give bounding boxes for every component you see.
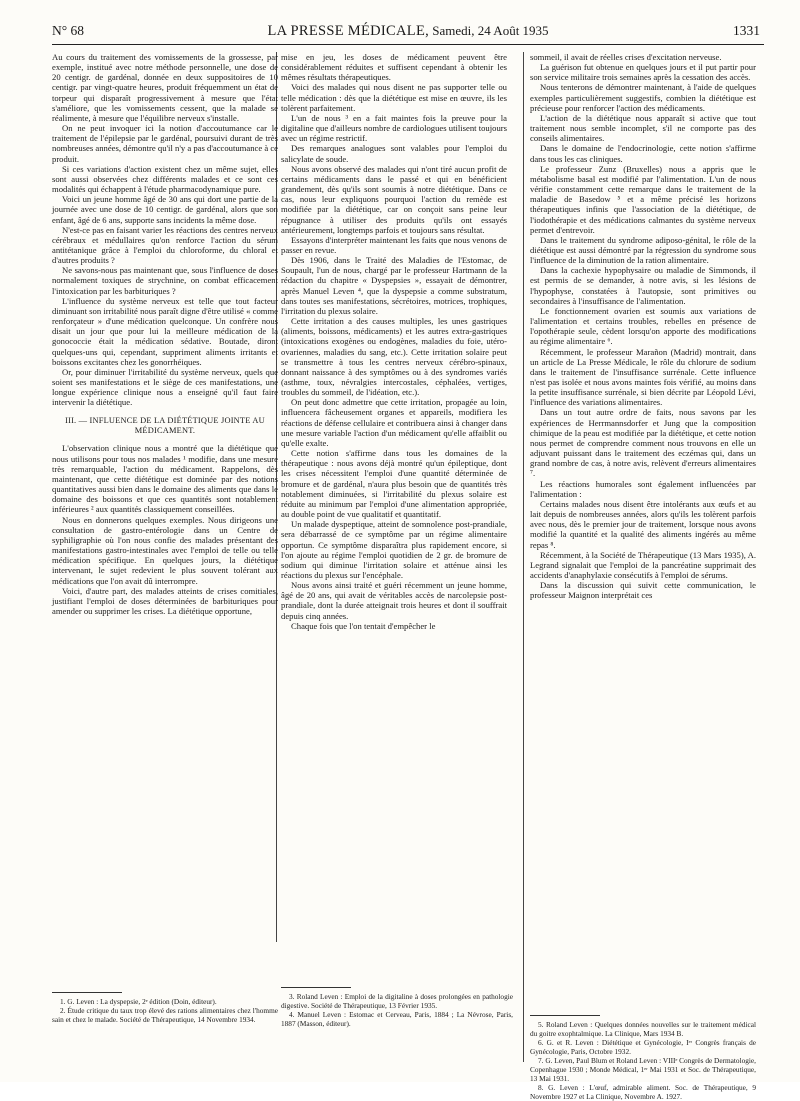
paragraph: L'observation clinique nous a montré que la diététique que nous utilisons pour tous nos malades ¹ modifie, dans une mesure très remarquable, l'action du médicament. Rappelons, dès maintenant, que cette diététique est dominée par des notions quantitatives aussi bien dans le domaine des aliments que dans le domaine des boissons et que ces quantités sont notablement inférieures ² aux quantités classiquement conseillées.	[52, 443, 278, 515]
paragraph: Dès 1906, dans le Traité des Maladies de l'Estomac, de Soupault, l'un de nous, chargé par le professeur Hartmann de la rédaction du chapitre « Dyspepsies », essayait de démontrer, après Manuel Leven ⁴, que la dyspepsie a comme substratum, dans toutes ses manifestations, sécrétoires, motrices, trophiques, l'irritation du plexus solaire.	[281, 255, 507, 316]
paragraph: Chaque fois que l'on tentait d'empêcher le	[291, 620, 436, 631]
paragraph: Nous en donnerons quelques exemples. Nous dirigeons une consultation de gastro-entérologie dans un Centre de syphiligraphie où l'on nous confie des malades présentant des manifestations gastro-intestinales avec l'emploi de telle ou telle médication spécifique. En quelques jours, la diététique intervenant, le sujet redevient le plus souvent tolérant aux médications que l'on avait dû interrompre.	[52, 514, 278, 586]
page-number: 1331	[733, 23, 760, 38]
paragraph: mise en jeu, les doses de médicament peuvent être considérablement réduites et suffisent cependant à obtenir les mêmes résultats thérapeutiques.	[281, 52, 507, 83]
publication-title: LA PRESSE MÉDICALE,	[267, 23, 430, 39]
paragraph: Le fonctionnement ovarien est soumis aux variations de l'alimentation et certains troubles, rebelles en présence de l'opothérapie seule, cèdent lorsqu'on apporte des modifications au régime alimentaire ⁶.	[530, 305, 756, 347]
paragraph: Récemment, le professeur Marañon (Madrid) montrait, dans un article de La Presse Médicale, le rôle du chlorure de sodium dans le traitement de l'insuffisance surrénale. Cette influence n'est pas isolée et nous avons maintes fois vérifié, au moins dans la petite insuffisance surrénale, si bien décrite par Léopold Lévi, l'influence des variations alimentaires.	[530, 346, 756, 408]
paragraph: Le professeur Zunz (Bruxelles) nous a appris que le métabolisme basal est modifié par l'alimentation. L'un de nous vérifie constamment cette remarque dans le traitement de la maladie de Basedow ⁵ et a même précisé les horizons thérapeutiques infinis que l'association de la diététique, de l'iodothérapie et des médications calmantes du système nerveux permet d'entrevoir.	[530, 163, 756, 235]
paragraph: On ne peut invoquer ici la notion d'accoutumance car le traitement de l'épilepsie par le gardénal, poursuivi durant de très nombreuses années, démontre qu'il n'y a pas d'accoutumance à ce produit.	[52, 123, 278, 164]
paragraph: Voici des malades qui nous disent ne pas supporter telle ou telle médication : dès que la diététique est mise en œuvre, ils les tolèrent parfaitement.	[281, 82, 507, 113]
paragraph: Si ces variations d'action existent chez un même sujet, elles sont aussi observées chez différents malades et ce sont ces modalités qui échappent à l'étude pharmacodynamique pure.	[52, 163, 278, 195]
paragraph: Nous tenterons de démontrer maintenant, à l'aide de quelques exemples particulièrement suggestifs, combien la diététique est précieuse pour renforcer l'action des médicaments.	[530, 82, 756, 113]
footnote: 1. G. Leven : La dyspepsie, 2ᵉ édition (Doin, éditeur).	[60, 997, 217, 1006]
paragraph: Voici un jeune homme âgé de 30 ans qui dort une partie de la journée avec une dose de 10 centigr. de gardénal, alors que son enfant, âgé de 6 ans, supporte sans incidents la même dose.	[52, 194, 278, 225]
footnote-rule	[530, 1015, 600, 1016]
footnotes-column-3	[530, 1020, 756, 1101]
paragraph: Dans le traitement du syndrome adiposo-génital, le rôle de la diététique est aussi démontré par la régression du syndrome sous l'influence de la diminution de la ration alimentaire.	[530, 234, 756, 266]
paragraph: On peut donc admettre que cette irritation, propagée au loin, influencera fâcheusement organes et appareils, modifiera les réactions de défense cellulaire et contribuera ainsi à changer dans une mesure variable l'action d'un médicament qu'elle affaiblit ou qu'elle exalte.	[281, 397, 507, 448]
column-divider	[523, 52, 524, 1062]
paragraph: Récemment, à la Société de Thérapeutique (13 Mars 1935), A. Legrand signalait que l'emploi de la pancréatine supprimait des accidents d'anaphylaxie consécutifs à l'emploi de sérums.	[530, 549, 756, 580]
paragraph: Dans le domaine de l'endocrinologie, cette notion s'affirme dans tous les cas cliniques.	[530, 143, 756, 164]
section-heading: III. — INFLUENCE DE LA DIÉTÉTIQUE JOINTE AU MÉDICAMENT.	[65, 416, 265, 436]
paragraph: Or, pour diminuer l'irritabilité du système nerveux, quels que soient ses manifestations et le siège de ces manifestations, une longue expérience clinique nous a enseigné qu'il faut faire intervenir la diététique.	[52, 366, 278, 408]
paragraph: Cette irritation a des causes multiples, les unes gastriques (aliments, boissons, médicaments) et les autres extra-gastriques (intoxications exogènes ou endogènes, maladies du foie, utéro-ovariennes, maladies du sang, etc.). Cette irritation solaire peut se transmettre à tous les centres nerveux cérébro-spinaux, donnant naissance à des symptômes ou à des syndromes variés (asthme, toux, névralgies intercostales, céphalées, vertiges, troubles du sommeil, de l'idéation, etc.).	[281, 316, 507, 398]
paragraph: Ne savons-nous pas maintenant que, sous l'influence de doses normalement toxiques de strychnine, on combat efficacement l'intoxication par les barbituriques ?	[52, 265, 278, 296]
text-column-3	[530, 52, 756, 1012]
paragraph: L'action de la diététique nous apparaît si active que tout traitement nous semble incomplet, s'il ne comporte pas des conseils alimentaires.	[530, 112, 756, 144]
paragraph: La guérison fut obtenue en quelques jours et il put partir pour son service militaire trois semaines après la cessation des accès.	[530, 62, 756, 83]
footnote-rule	[52, 992, 122, 993]
paragraph: sommeil, il avait de réelles crises d'excitation nerveuse.	[530, 52, 722, 62]
footnote: 2. Étude critique du taux trop élevé des rations alimentaires chez l'homme sain et chez le malade. Société de Thérapeutique, 14 Novembre 1934.	[52, 1006, 278, 1024]
paragraph: Nous avons ainsi traité et guéri récemment un jeune homme, âgé de 20 ans, qui avait de véritables accès de narcolepsie post-prandiale, dont la durée atteignait trois heures et dont il souffrait depuis cinq années.	[281, 580, 507, 621]
footnote: 8. G. Leven : L'œuf, admirable aliment. Soc. de Thérapeutique, 9 Novembre 1927 et La Clinique, Novembre A. 1927.	[530, 1083, 756, 1101]
paragraph: Les réactions humorales sont également influencées par l'alimentation :	[530, 478, 756, 499]
paragraph: N'est-ce pas en faisant varier les réactions des centres nerveux cérébraux et médullaires qu'on renforce l'action du sérum antitétanique grâce à l'emploi du chloroforme, du chloral et d'autres produits ?	[52, 224, 278, 266]
paragraph: Un malade dyspeptique, atteint de somnolence post-prandiale, sera débarrassé de ce symptôme par un régime alimentaire opportun. Ce symptôme disparaîtra plus rapidement encore, si l'on ajoute au régime l'emploi quotidien de 2 gr. de bromure de sodium qui diminue l'irritation solaire et atténue ainsi les réactions du plexus sur l'encéphale.	[281, 519, 507, 580]
paragraph: Nous avons observé des malades qui n'ont tiré aucun profit de certains médicaments dans le passé et qui en bénéficient grandement, dès qu'ils sont soumis à notre diététique. Dans ce cas, nous leur expliquons pourquoi l'action du remède est modifiée par la diététique, car on conçoit sans peine leur répugnance à utiliser des produits qu'ils ont essayés antérieurement, longtemps parfois et toujours sans résultat.	[281, 163, 507, 235]
issue-date: Samedi, 24 Août 1935	[432, 23, 549, 38]
paragraph: Dans un tout autre ordre de faits, nous savons par les expériences de Herrmannsdorfer et Jung que la composition chimique de la peau est modifiée par la diététique, et cette notion nous permet de comprendre comment nous trouvons en elle un adjuvant puissant dans le traitement des eczémas qui, dans un grand nombre de cas, à notre avis, relèvent d'erreurs alimentaires ⁷.	[530, 407, 756, 479]
paragraph: Des remarques analogues sont valables pour l'emploi du salicylate de soude.	[281, 143, 507, 164]
issue-number: N° 68	[52, 23, 85, 38]
text-column-1	[52, 52, 278, 932]
paragraph: Dans la cachexie hypophysaire ou maladie de Simmonds, il est permis de se demander, à notre avis, si les lésions de l'hypophyse, constatées à l'autopsie, sont primitives ou secondaires à l'insuffisance de l'alimentation.	[530, 265, 756, 306]
footnote: 3. Roland Leven : Emploi de la digitaline à doses prolongées en pathologie digestive. Société de Thérapeutique, 13 Février 1935.	[281, 992, 513, 1010]
paragraph: Cette notion s'affirme dans tous les domaines de la thérapeutique : nous avons déjà montré qu'un épileptique, dont les crises nécessitent l'emploi d'une quantité déterminée de bromure et de gardénal, n'aura plus besoin que de quantités très notablement diminuées, si l'irritabilité du plexus solaire est réduite au minimum par l'emploi d'une alimentation appropriée, au double point de vue qualitatif et quantitatif.	[281, 448, 507, 520]
paragraph: Voici, d'autre part, des malades atteints de crises comitiales, justifiant l'emploi de doses déterminées de barbituriques pour amender ou supprimer les crises. La diététique opportune,	[52, 585, 278, 616]
paragraph: L'influence du système nerveux est telle que tout facteur diminuant son irritabilité nous paraît digne d'être utilisé « comme renforçateur » d'une médication quelconque. Un confrère nous disait un jour que pour lui la meilleure médication de la gonococcie était la médication sédative. Boutade, diront quelques-uns qui, cependant, suppriment aliments irritants et boissons excitantes chez les gonorrhéiques.	[52, 295, 278, 367]
footnote: 6. G. et R. Leven : Diététique et Gynécologie, Iᵉʳ Congrès français de Gynécologie, Paris, Octobre 1932.	[530, 1038, 756, 1056]
footnote: 5. Roland Leven : Quelques données nouvelles sur le traitement médical du goitre exophtalmique. La Clinique, Mars 1934 B.	[530, 1020, 756, 1038]
footnotes-column-1	[52, 997, 278, 1024]
paragraph: Certains malades nous disent être intolérants aux œufs et au lait depuis de nombreuses années, alors qu'ils les tolèrent parfois avec nous, dès le premier jour de traitement, lorsque nous avons modifié la quantité et la qualité des aliments ingérés au même repas ⁸.	[530, 498, 756, 550]
footnote: 7. G. Leven, Paul Blum et Roland Leven : VIIIᵉ Congrès de Dermatologie, Copenhague 1930 ; Monde Médical, 1ᵉʳ Mai 1931 et Soc. de Thérapeutique, 13 Mai 1931.	[530, 1056, 756, 1083]
paragraph: L'un de nous ³ en a fait maintes fois la preuve pour la digitaline que d'ailleurs nombre de cardiologues utilisent toujours avec un régime restrictif.	[281, 112, 507, 144]
footnote-rule	[281, 987, 351, 988]
footnotes-column-2	[281, 992, 513, 1028]
footnote: 4. Manuel Leven : Estomac et Cerveau, Paris, 1884 ; La Névrose, Paris, 1887 (Masson, éditeur).	[281, 1010, 513, 1028]
paragraph: Dans la discussion qui suivit cette communication, le professeur Maignon interprétait ces	[530, 580, 756, 601]
paragraph: Essayons d'interpréter maintenant les faits que nous venons de passer en revue.	[281, 234, 507, 255]
running-header	[52, 20, 764, 45]
paragraph: Au cours du traitement des vomissements de la grossesse, par exemple, institué avec notre méthode personnelle, une dose de 20 centigr. de gardénal, donnée en deux suppositoires de 10 centigr. par vingt-quatre heures, produit fréquemment un état de torpeur qui disparaît progressivement à mesure que l'état s'améliore, que les vomissements cessent, que la malade se réalimente, à mesure que l'équilibre nerveux s'installe.	[52, 52, 278, 123]
text-column-2	[281, 52, 507, 932]
